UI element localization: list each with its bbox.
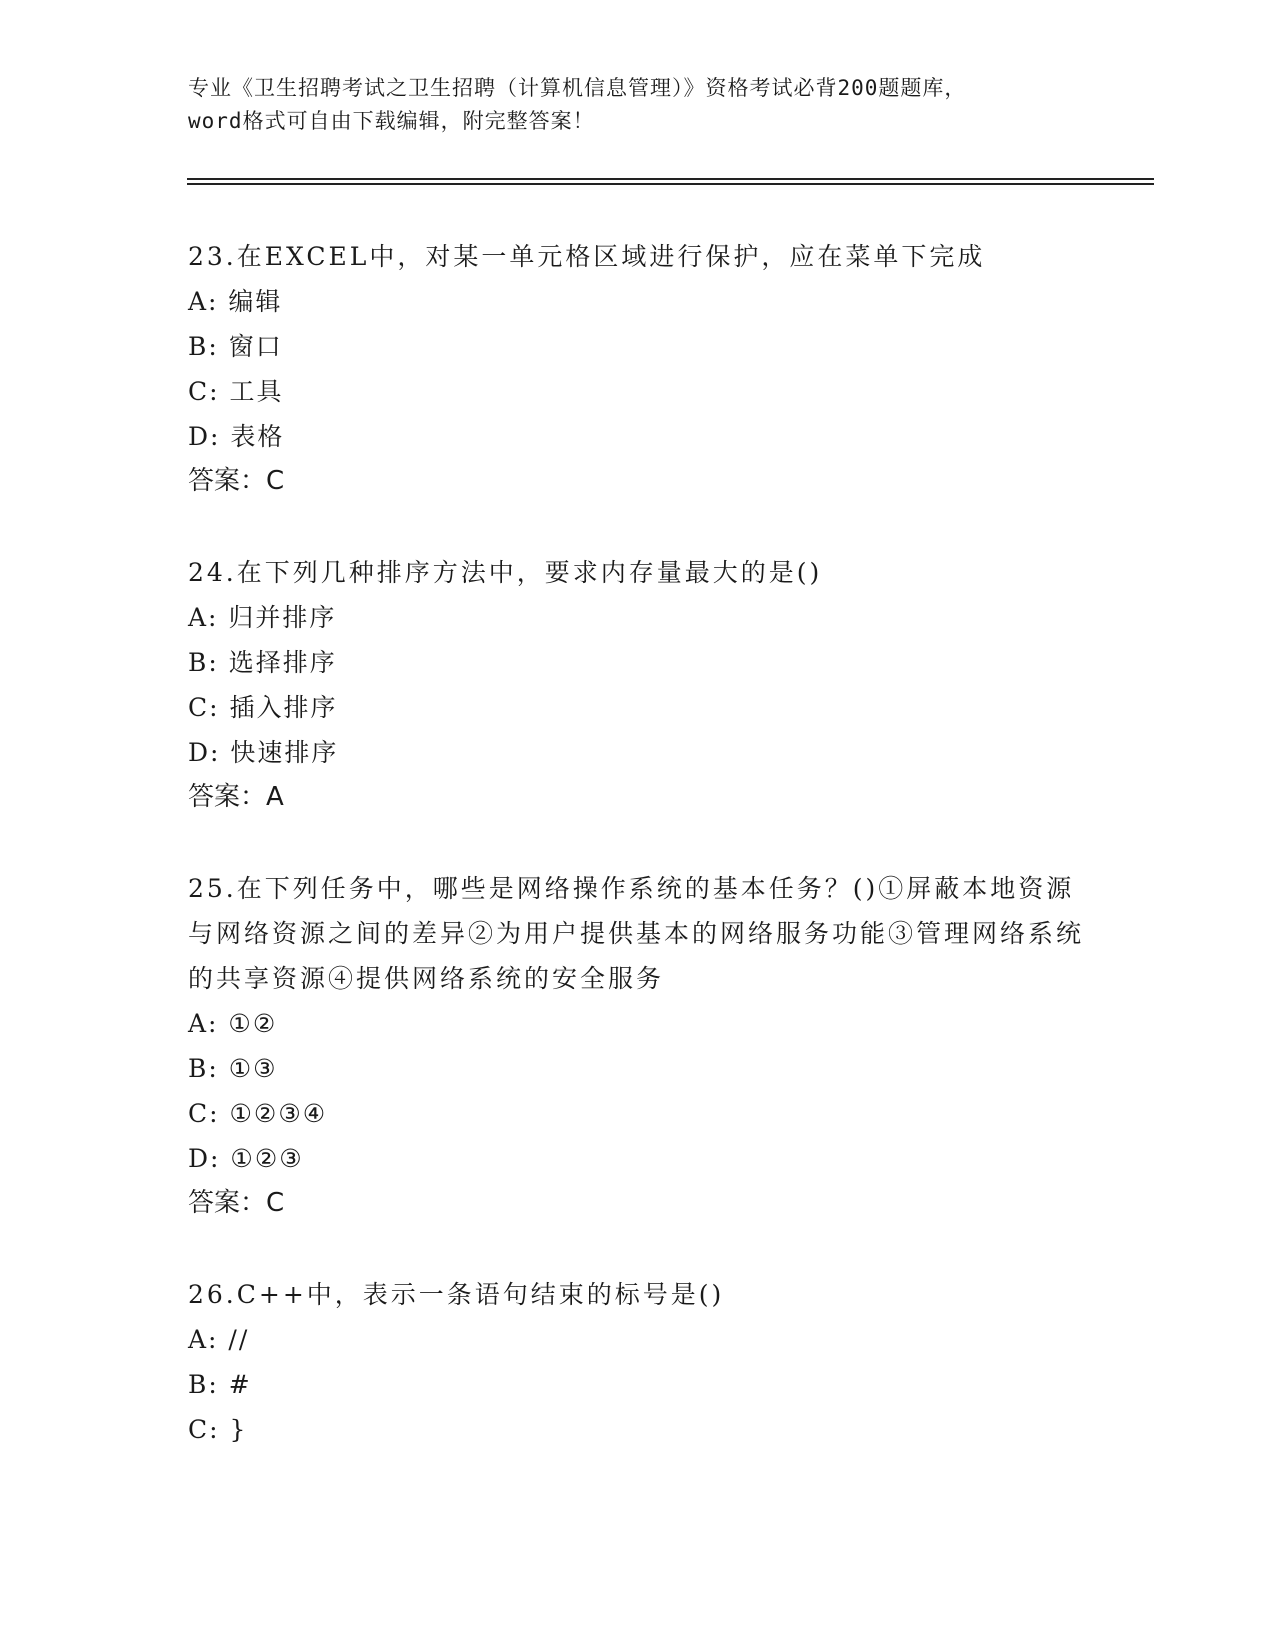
question-text: 24.在下列几种排序方法中，要求内存量最大的是() bbox=[188, 558, 823, 587]
question-26 bbox=[188, 1272, 1088, 1452]
option-d: D: 快速排序 bbox=[188, 738, 339, 767]
header-line-2: word格式可自由下载编辑，附完整答案！ bbox=[188, 109, 595, 133]
question-text: 23.在EXCEL中，对某一单元格区域进行保护，应在菜单下完成 bbox=[188, 242, 986, 271]
answer: 答案：C bbox=[188, 1188, 285, 1218]
question-23 bbox=[188, 234, 1088, 504]
option-a: A: 归并排序 bbox=[188, 603, 337, 632]
header-line-1: 专业《卫生招聘考试之卫生招聘（计算机信息管理）》资格考试必背200题题库， bbox=[188, 76, 967, 100]
option-d: D: 表格 bbox=[188, 422, 285, 451]
option-b: B: 选择排序 bbox=[188, 648, 337, 677]
answer: 答案：C bbox=[188, 466, 285, 496]
document-header bbox=[188, 72, 1088, 138]
question-list bbox=[188, 234, 1088, 1498]
option-c: C: 插入排序 bbox=[188, 693, 338, 722]
question-text: 25.在下列任务中，哪些是网络操作系统的基本任务？()①屏蔽本地资源与网络资源之间的差异②为用户提供基本的网络服务功能③管理网络系统的共享资源④提供网络系统的安全服务 bbox=[188, 874, 1085, 993]
answer: 答案：A bbox=[188, 782, 284, 812]
option-b: B: 窗口 bbox=[188, 332, 283, 361]
option-b: B: ①③ bbox=[188, 1054, 278, 1083]
header-divider-bottom bbox=[187, 183, 1154, 185]
header-divider-top bbox=[187, 178, 1154, 180]
option-a: A: 编辑 bbox=[188, 287, 283, 316]
option-a: A: // bbox=[188, 1325, 250, 1354]
option-a: A: ①② bbox=[188, 1009, 278, 1038]
option-c: C: 工具 bbox=[188, 377, 284, 406]
question-text: 26.C++中，表示一条语句结束的标号是() bbox=[188, 1280, 725, 1309]
option-c: C: } bbox=[188, 1415, 248, 1444]
option-c: C: ①②③④ bbox=[188, 1099, 328, 1128]
question-25 bbox=[188, 866, 1088, 1226]
option-d: D: ①②③ bbox=[188, 1144, 304, 1173]
option-b: B: # bbox=[188, 1370, 252, 1399]
question-24 bbox=[188, 550, 1088, 820]
